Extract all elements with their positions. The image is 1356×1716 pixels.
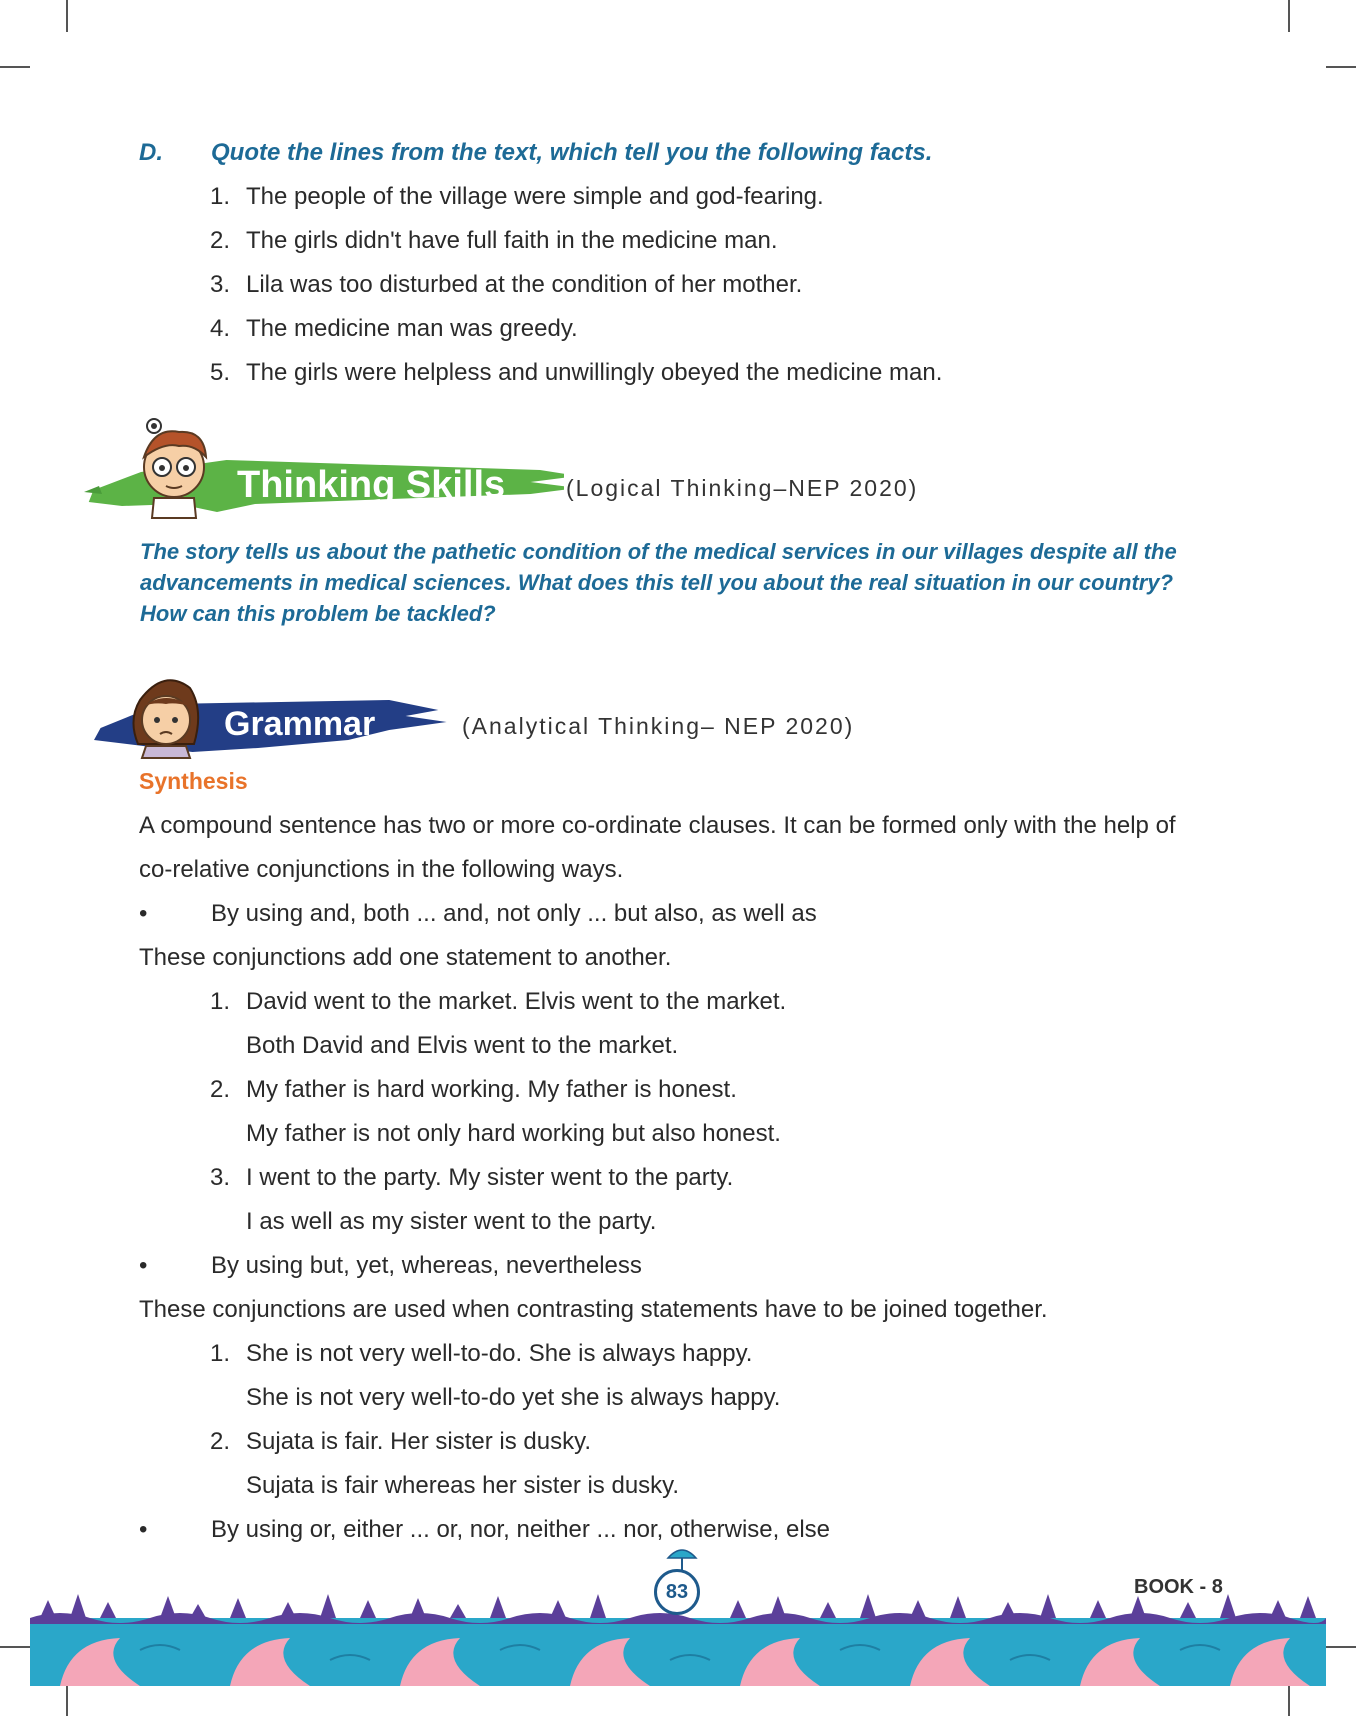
note-text: These conjunctions add one statement to another. [139,944,672,971]
question-title: Quote the lines from the text, which tell you the following facts. [211,139,933,166]
page-number: 83 [654,1569,700,1615]
synthesis-heading: Synthesis [139,768,248,794]
grammar-tag: (Analytical Thinking– NEP 2020) [462,713,855,739]
intro-line-1: A compound sentence has two or more co-ordinate clauses. It can be formed only with the help of [139,812,1176,839]
list-item: 2. The girls didn't have full faith in the medicine man. [210,227,778,254]
examples-list [210,980,786,1244]
list-item: 2. Sujata is fair. Her sister is dusky. [210,1428,591,1455]
crop-mark [1288,1686,1290,1716]
bullet-item: • By using and, both ... and, not only ... but also, as well as [139,900,817,927]
crop-mark [1288,0,1290,32]
list-item: 3. Lila was too disturbed at the condition of her mother. [210,271,803,298]
bullet-item: • By using or, either ... or, nor, neither ... nor, otherwise, else [139,1516,830,1543]
umbrella-icon [664,1542,700,1572]
bullet-item: • By using but, yet, whereas, nevertheless [139,1252,642,1279]
list-item-answer: My father is not only hard working but also honest. [246,1120,781,1147]
note-text: These conjunctions are used when contrasting statements have to be joined together. [139,1296,1048,1323]
list-item: 5. The girls were helpless and unwillingly obeyed the medicine man. [210,359,943,386]
examples-list [210,1332,780,1508]
crop-mark [1326,66,1356,68]
question-letter: D. [139,139,163,166]
crop-mark [1326,1646,1356,1648]
intro-line-2: co-relative conjunctions in the following ways. [139,856,624,883]
crop-mark [0,66,30,68]
list-item: 3. I went to the party. My sister went to the party. [210,1164,734,1191]
list-item: 2. My father is hard working. My father is honest. [210,1076,737,1103]
thinking-skills-title: Thinking Skills [237,464,506,506]
thinking-skills-prompt: The story tells us about the pathetic condition of the medical services in our villages despite all the advancements in medical sciences. What does this tell you about the real situation in our country? How can this problem be tackled? [140,539,1177,626]
thinking-skills-tag: (Logical Thinking–NEP 2020) [566,475,919,501]
book-label: BOOK - 8 [1134,1576,1223,1598]
crop-mark [0,1646,30,1648]
facts-list [210,175,942,395]
crop-mark [66,0,68,32]
list-item-answer: She is not very well-to-do yet she is always happy. [246,1384,781,1411]
list-item: 4. The medicine man was greedy. [210,315,578,342]
list-item: 1. The people of the village were simple and god-fearing. [210,183,824,210]
list-item-answer: I as well as my sister went to the party. [246,1208,657,1235]
list-item-answer: Sujata is fair whereas her sister is dusky. [246,1472,680,1499]
crop-mark [66,1686,68,1716]
list-item-answer: Both David and Elvis went to the market. [246,1032,679,1059]
list-item: 1. David went to the market. Elvis went to the market. [210,988,787,1015]
grammar-title: Grammar [224,705,376,743]
list-item: 1. She is not very well-to-do. She is always happy. [210,1340,753,1367]
